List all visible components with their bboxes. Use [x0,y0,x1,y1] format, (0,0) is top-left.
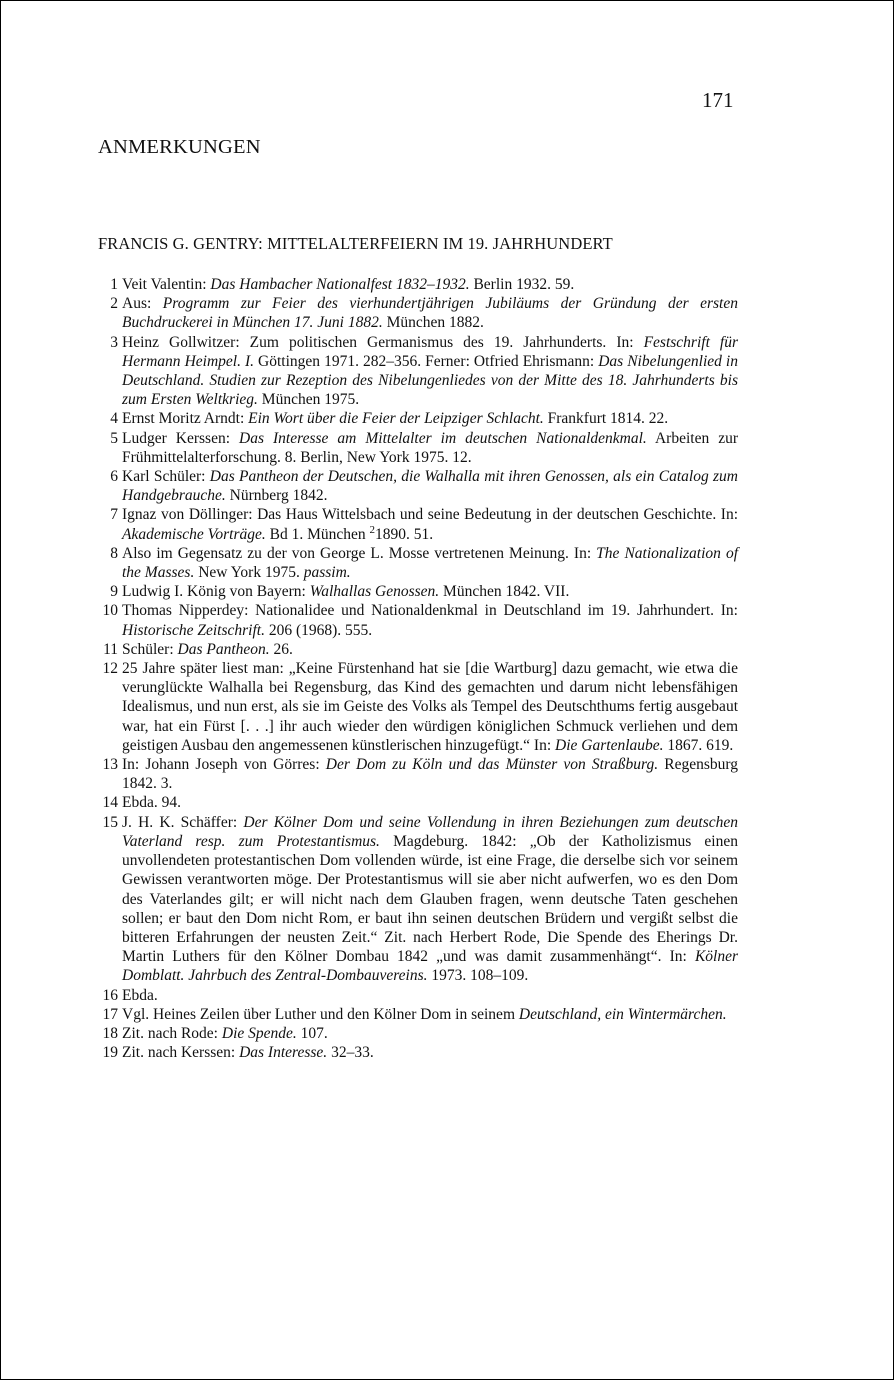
citation-title: Das Hambacher Nationalfest 1832–1932. [210,276,470,293]
footnote-text [122,429,738,467]
footnote-number: 14 [102,794,118,812]
footnote-number: 19 [102,1044,118,1062]
footnote-text-segment: Aus: [122,295,163,313]
footnote-text-segment: 1890. 51. [375,525,434,543]
footnote-number: 10 [102,602,118,620]
footnote-text [122,1005,738,1024]
footnote-text-segment: New York 1975. [194,564,304,582]
footnote [94,467,738,505]
footnote [94,275,738,294]
footnote [94,1043,738,1062]
citation-title: Die Gartenlaube. [555,736,664,754]
page-number: 171 [702,88,734,112]
footnote-number: 15 [102,813,118,831]
footnote [94,1005,738,1024]
footnote-text-segment: Heinz Gollwitzer: Zum politischen Germanismus des 19. Jahrhunderts. In: [122,333,644,351]
footnote [94,659,738,755]
footnote-text-segment: Berlin 1932. 59. [469,276,575,293]
footnote-text-segment: Zit. nach Kerssen: [122,1044,240,1062]
footnote-text-segment: Bd 1. München [265,525,370,543]
footnote-text-segment: Also im Gegensatz zu der von George L. Mosse vertretenen Meinung. In: [122,544,597,562]
footnote-text-segment: 206 (1968). 555. [264,621,373,639]
footnote-list [94,275,738,1062]
citation-title: Akademische Vorträge. [122,525,266,543]
footnote-number: 4 [110,410,118,428]
footnote-text-segment: Ludwig I. König von Bayern: [122,583,310,601]
footnote-text-segment: Schüler: [122,640,178,658]
footnote-text-segment: Karl Schüler: [122,468,210,486]
citation-title: passim. [303,564,351,582]
footnote-text-segment: Ebda. [122,986,158,1004]
page-heading: ANMERKUNGEN [98,136,261,158]
citation-title: The Nationalization of the Masses. [122,544,738,582]
footnote-text-segment: J. H. K. Schäffer: [122,813,244,831]
footnote-text-segment: Ernst Moritz Arndt: [122,410,249,428]
footnote-text [122,601,738,639]
footnote [94,601,738,639]
footnote-text-segment: München 1975. [257,391,360,409]
footnote-text-segment: Vgl. Heines Zeilen über Luther und den Kölner Dom in seinem [122,1005,519,1023]
footnote [94,986,738,1005]
footnote [94,505,738,543]
footnote-text-segment: Ignaz von Döllinger: Das Haus Wittelsbach und seine Bedeutung in der deutschen Geschichte. In: [122,506,738,524]
citation-title: Die Spende. [221,1024,297,1042]
footnote-text-segment: Arbeiten zur Frühmittelalterforschung. 8. Berlin, New York 1975. 12. [122,429,738,466]
citation-title: Das Pantheon der Deutschen, die Walhalla mit ihren Genossen, als ein Catalog zum Handgebrauche. [122,468,738,505]
footnote-text [122,409,738,428]
footnote-text-segment: Ludger Kerssen: [122,429,240,447]
footnote-number: 5 [110,429,118,447]
footnote [94,333,738,410]
footnote-text [122,505,738,543]
footnote-text [122,640,738,659]
footnote-text-segment: 2 [369,523,376,536]
citation-title: Festschrift für Hermann Heimpel. I. [122,333,738,370]
footnote-text-segment: Nürnberg 1842. [225,487,328,505]
citation-title: Kölner Domblatt. Jahrbuch des Zentral-Dombauvereins. [122,948,738,985]
footnote-text-segment: Veit Valentin: [122,276,211,293]
footnote-text-segment: 32–33. [327,1044,374,1062]
footnote-text-segment: 26. [269,640,293,658]
citation-title: Walhallas Genossen. [309,583,440,601]
footnote-number: 11 [103,640,118,658]
footnote [94,813,738,986]
footnote-text [122,659,738,755]
footnote-text [122,755,738,793]
citation-title: Programm zur Feier des vierhundertjährigen Jubiläums der Gründung der ersten Buchdruckerei in München 17. Juni 1882. [122,295,738,332]
footnote-text-segment: 107. [296,1024,328,1042]
footnote-text [122,333,738,410]
footnote-number: 18 [102,1024,118,1042]
footnote [94,755,738,793]
footnote-text-segment: München 1842. VII. [439,583,570,601]
citation-title: Deutschland, ein Wintermärchen. [518,1005,727,1023]
footnote-number: 13 [102,756,118,774]
footnote-text-segment: Zit. nach Rode: [122,1024,222,1042]
footnote-number: 16 [102,986,118,1004]
footnote-text [122,582,738,601]
footnote [94,582,738,601]
citation-title: Das Interesse. [239,1044,328,1062]
footnote-text-segment: 1973. 108–109. [427,967,529,985]
citation-title: Ein Wort über die Feier der Leipziger Schlacht. [248,410,544,428]
citation-title: Das Pantheon. [177,640,270,658]
footnote-text-segment: Magdeburg. 1842: „Ob der Katholizismus einen unvollendeten protestantischen Dom vollenden würde, ist eine Frage, die derselbe sich vor seinem Gewissen verantworten möge. Der Protestantismus will sie aber nicht aufwerfen, wo es den Dom des Vaterlandes gilt; er will nicht nach dem Glauben fragen, wenn deutsche Taten geschehen sollen; er baut den Dom nicht Rom, er baut ihn seinen deutschen Brüdern und vergißt selbst die bitteren Erfahrungen der neusten Zeit.“ Zit. nach Herbert Rode, Die Spende des Eherings Dr. Martin Luthers für den Kölner Dombau 1842 „und was damit zusammenhängt“. In: [122,832,738,966]
citation-title: Historische Zeitschrift. [122,621,265,639]
footnote-text [122,986,738,1005]
footnote-text [122,544,738,582]
footnote-text-segment: Thomas Nipperdey: Nationalidee und Nationaldenkmal in Deutschland im 19. Jahrhundert. In: [122,602,738,620]
footnote-number: 2 [110,295,118,313]
footnote-text-segment: Ebda. 94. [122,794,181,812]
footnote-number: 7 [110,506,118,524]
footnote-number: 8 [110,544,118,562]
footnote-text [122,793,738,812]
footnote-text [122,1024,738,1043]
footnote-text-segment: 25 Jahre später liest man: „Keine Fürstenhand hat sie [die Wartburg] dazu gemacht, wie etwa die verunglückte Walhalla bei Regensburg, das Kind des gemachten und darum nicht lebensfähigen Idealismus, und nun erst, als sie im Geiste des Volks als Tempel des Deutschthums fertig ausgebaut war, hat ein Fürst [. . .] ihr auch wieder den würdigen königlichen Schmuck verliehen und dem geistigen Ausbau den angemessenen künstlerischen hinzugefügt.“ In: [122,660,738,754]
footnote [94,409,738,428]
footnote-number: 17 [102,1005,118,1023]
footnote [94,544,738,582]
section-title: FRANCIS G. GENTRY: MITTELALTERFEIERN IM 19. JAHRHUNDERT [98,234,613,253]
footnote-number: 9 [110,583,118,601]
footnote [94,294,738,332]
footnote-number: 1 [110,276,118,293]
footnote-text [122,467,738,505]
footnote-text [122,275,738,294]
footnote-text [122,813,738,986]
footnote [94,1024,738,1043]
footnote-text-segment: Göttingen 1971. 282–356. Ferner: Otfried Ehrismann: [254,352,599,370]
footnote-text [122,294,738,332]
footnote-text-segment: In: Johann Joseph von Görres: [122,756,326,774]
footnote-number: 6 [110,468,118,486]
footnote-text [122,1043,738,1062]
footnote-text-segment: Regensburg 1842. 3. [122,756,738,793]
footnote-text-segment: Frankfurt 1814. 22. [543,410,669,428]
citation-title: Der Kölner Dom und seine Vollendung in ihren Beziehungen zum deutschen Vaterland resp. zum Protestantismus. [122,813,738,850]
footnote-text-segment: München 1882. [382,314,484,332]
citation-title: Das Nibelungenlied in Deutschland. Studien zur Rezeption des Nibelungenliedes von der Mitte des 18. Jahrhunderts bis zum Ersten Weltkrieg. [122,352,738,409]
footnote-text-segment: 1867. 619. [663,736,734,754]
footnote-number: 3 [110,333,118,351]
footnote [94,793,738,812]
citation-title: Der Dom zu Köln und das Münster von Straßburg. [325,756,659,774]
footnote [94,429,738,467]
footnote-number: 12 [102,660,118,678]
citation-title: Das Interesse am Mittelalter im deutschen Nationaldenkmal. [239,429,647,447]
footnote [94,640,738,659]
